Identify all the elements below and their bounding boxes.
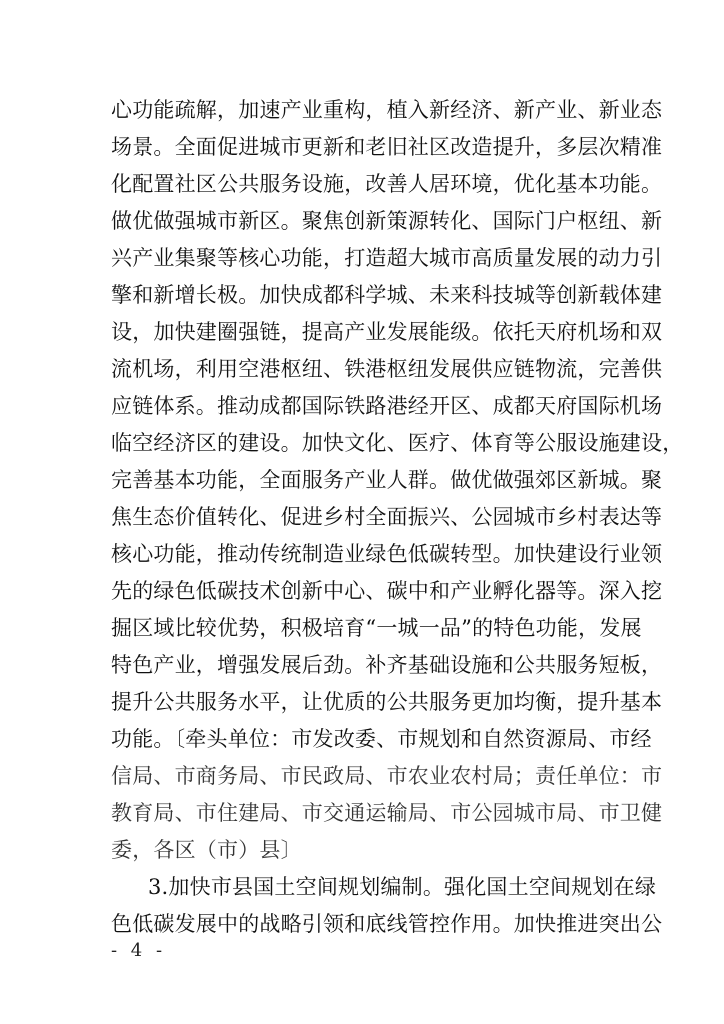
text-line: 功能。〔牵头单位：市发改委、市规划和自然资源局、市经 [111, 727, 652, 751]
responsibility-note-line: 委，各区（市）县〕 [111, 838, 302, 862]
text-line: 完善基本功能，全面服务产业人群。做优做强郊区新城。聚 [111, 468, 663, 492]
responsibility-note-line: 教育局、市住建局、市交通运输局、市公园城市局、市卫健 [111, 801, 663, 825]
text-line: 提升公共服务水平，让优质的公共服务更加均衡，提升基本 [111, 690, 663, 714]
text-line: 色低碳发展中的战略引领和底线管控作用。加快推进突出公 [111, 912, 663, 936]
text-line: 先的绿色低碳技术创新中心、碳中和产业孵化器等。深入挖 [111, 579, 663, 603]
text-line: 焦生态价值转化、促进乡村全面振兴、公园城市乡村表达等 [111, 505, 663, 529]
text-line: 应链体系。推动成都国际铁路港经开区、成都天府国际机场 [111, 394, 663, 418]
text-line: 化配置社区公共服务设施，改善人居环境，优化基本功能。 [111, 172, 663, 196]
text-line: 兴产业集聚等核心功能，打造超大城市高质量发展的动力引 [111, 246, 663, 270]
text-line: 临空经济区的建设。加快文化、医疗、体育等公服设施建设， [111, 431, 684, 455]
responsibility-note-line: 信局、市商务局、市民政局、市农业农村局；责任单位：市 [111, 764, 663, 788]
section-heading-line: 3.加快市县国土空间规划编制。强化国土空间规划在绿 [148, 875, 657, 899]
text-line: 特色产业，增强发展后劲。补齐基础设施和公共服务短板， [111, 653, 663, 677]
page-number: - 4 - [111, 940, 167, 961]
text-line: 设，加快建圈强链，提高产业发展能级。依托天府机场和双 [111, 320, 663, 344]
body-text [111, 92, 684, 943]
text-line: 做优做强城市新区。聚焦创新策源转化、国际门户枢纽、新 [111, 209, 663, 233]
text-line: 心功能疏解，加速产业重构，植入新经济、新产业、新业态 [111, 98, 663, 122]
text-line: 核心功能，推动传统制造业绿色低碳转型。加快建设行业领 [111, 542, 663, 566]
text-line: 擎和新增长极。加快成都科学城、未来科技城等创新载体建 [111, 283, 663, 307]
text-line: 掘区域比较优势，积极培育“一城一品”的特色功能，发展 [111, 616, 642, 640]
text-line: 流机场，利用空港枢纽、铁港枢纽发展供应链物流，完善供 [111, 357, 663, 381]
text-line: 场景。全面促进城市更新和老旧社区改造提升，多层次精准 [111, 135, 663, 159]
